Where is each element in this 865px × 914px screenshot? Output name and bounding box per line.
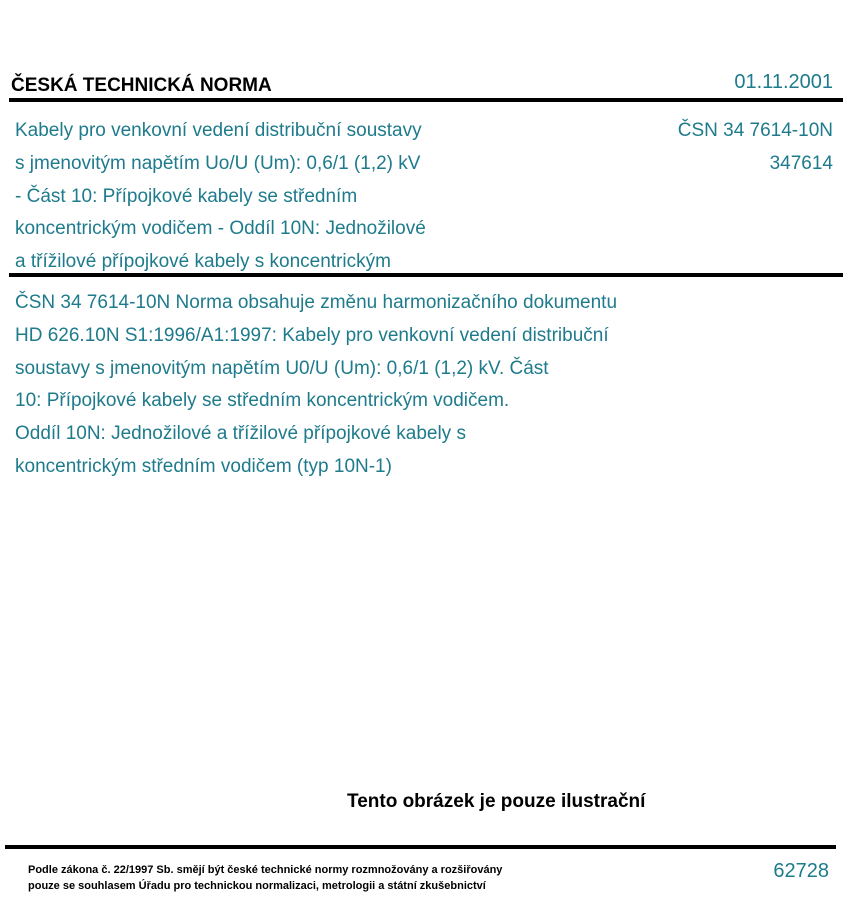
catalog-number: 62728	[773, 860, 829, 882]
standard-title-line: Kabely pro venkovní vedení distribuční soustavy	[15, 120, 422, 141]
illustrative-image-note: Tento obrázek je pouze ilustrační	[347, 791, 646, 812]
description-line: ČSN 34 7614-10N Norma obsahuje změnu harmonizačního dokumentu	[15, 292, 618, 313]
copyright-line: Podle zákona č. 22/1997 Sb. smějí být české technické normy rozmnožovány a rozšiřovány	[28, 864, 503, 876]
standard-title-line: - Část 10: Přípojkové kabely se středním	[15, 185, 358, 207]
standard-title-line: koncentrickým vodičem - Oddíl 10N: Jednožilové	[15, 218, 426, 240]
description-line: soustavy s jmenovitým napětím U0/U (Um): 0,6/1 (1,2) kV. Část	[15, 357, 549, 379]
standard-designation: ČSN 34 7614-10N	[677, 120, 833, 141]
document-type-heading: ČESKÁ TECHNICKÁ NORMA	[11, 75, 272, 96]
description-line: Oddíl 10N: Jednožilové a třížilové přípojkové kabely s	[15, 423, 466, 445]
standard-description	[15, 287, 715, 484]
standard-title-line: a třížilové přípojkové kabely s koncentrickým	[15, 251, 391, 273]
footer-divider	[5, 845, 836, 849]
title-divider	[9, 273, 843, 277]
description-line: koncentrickým středním vodičem (typ 10N-1)	[15, 455, 392, 477]
classification-code: 347614	[769, 152, 833, 174]
copyright-line: pouze se souhlasem Úřadu pro technickou normalizaci, metrologii a státní zkušebnictví	[28, 880, 486, 892]
description-line: HD 626.10N S1:1996/A1:1997: Kabely pro venkovní vedení distribuční	[15, 324, 609, 346]
copyright-notice	[28, 862, 502, 894]
standard-title	[15, 115, 495, 279]
standard-title-line: s jmenovitým napětím Uo/U (Um): 0,6/1 (1,2) kV	[15, 152, 421, 174]
description-line: 10: Přípojkové kabely se středním koncentrickým vodičem.	[15, 390, 510, 412]
header-divider	[9, 98, 843, 102]
publication-date: 01.11.2001	[734, 71, 833, 93]
standard-codes	[678, 115, 833, 181]
